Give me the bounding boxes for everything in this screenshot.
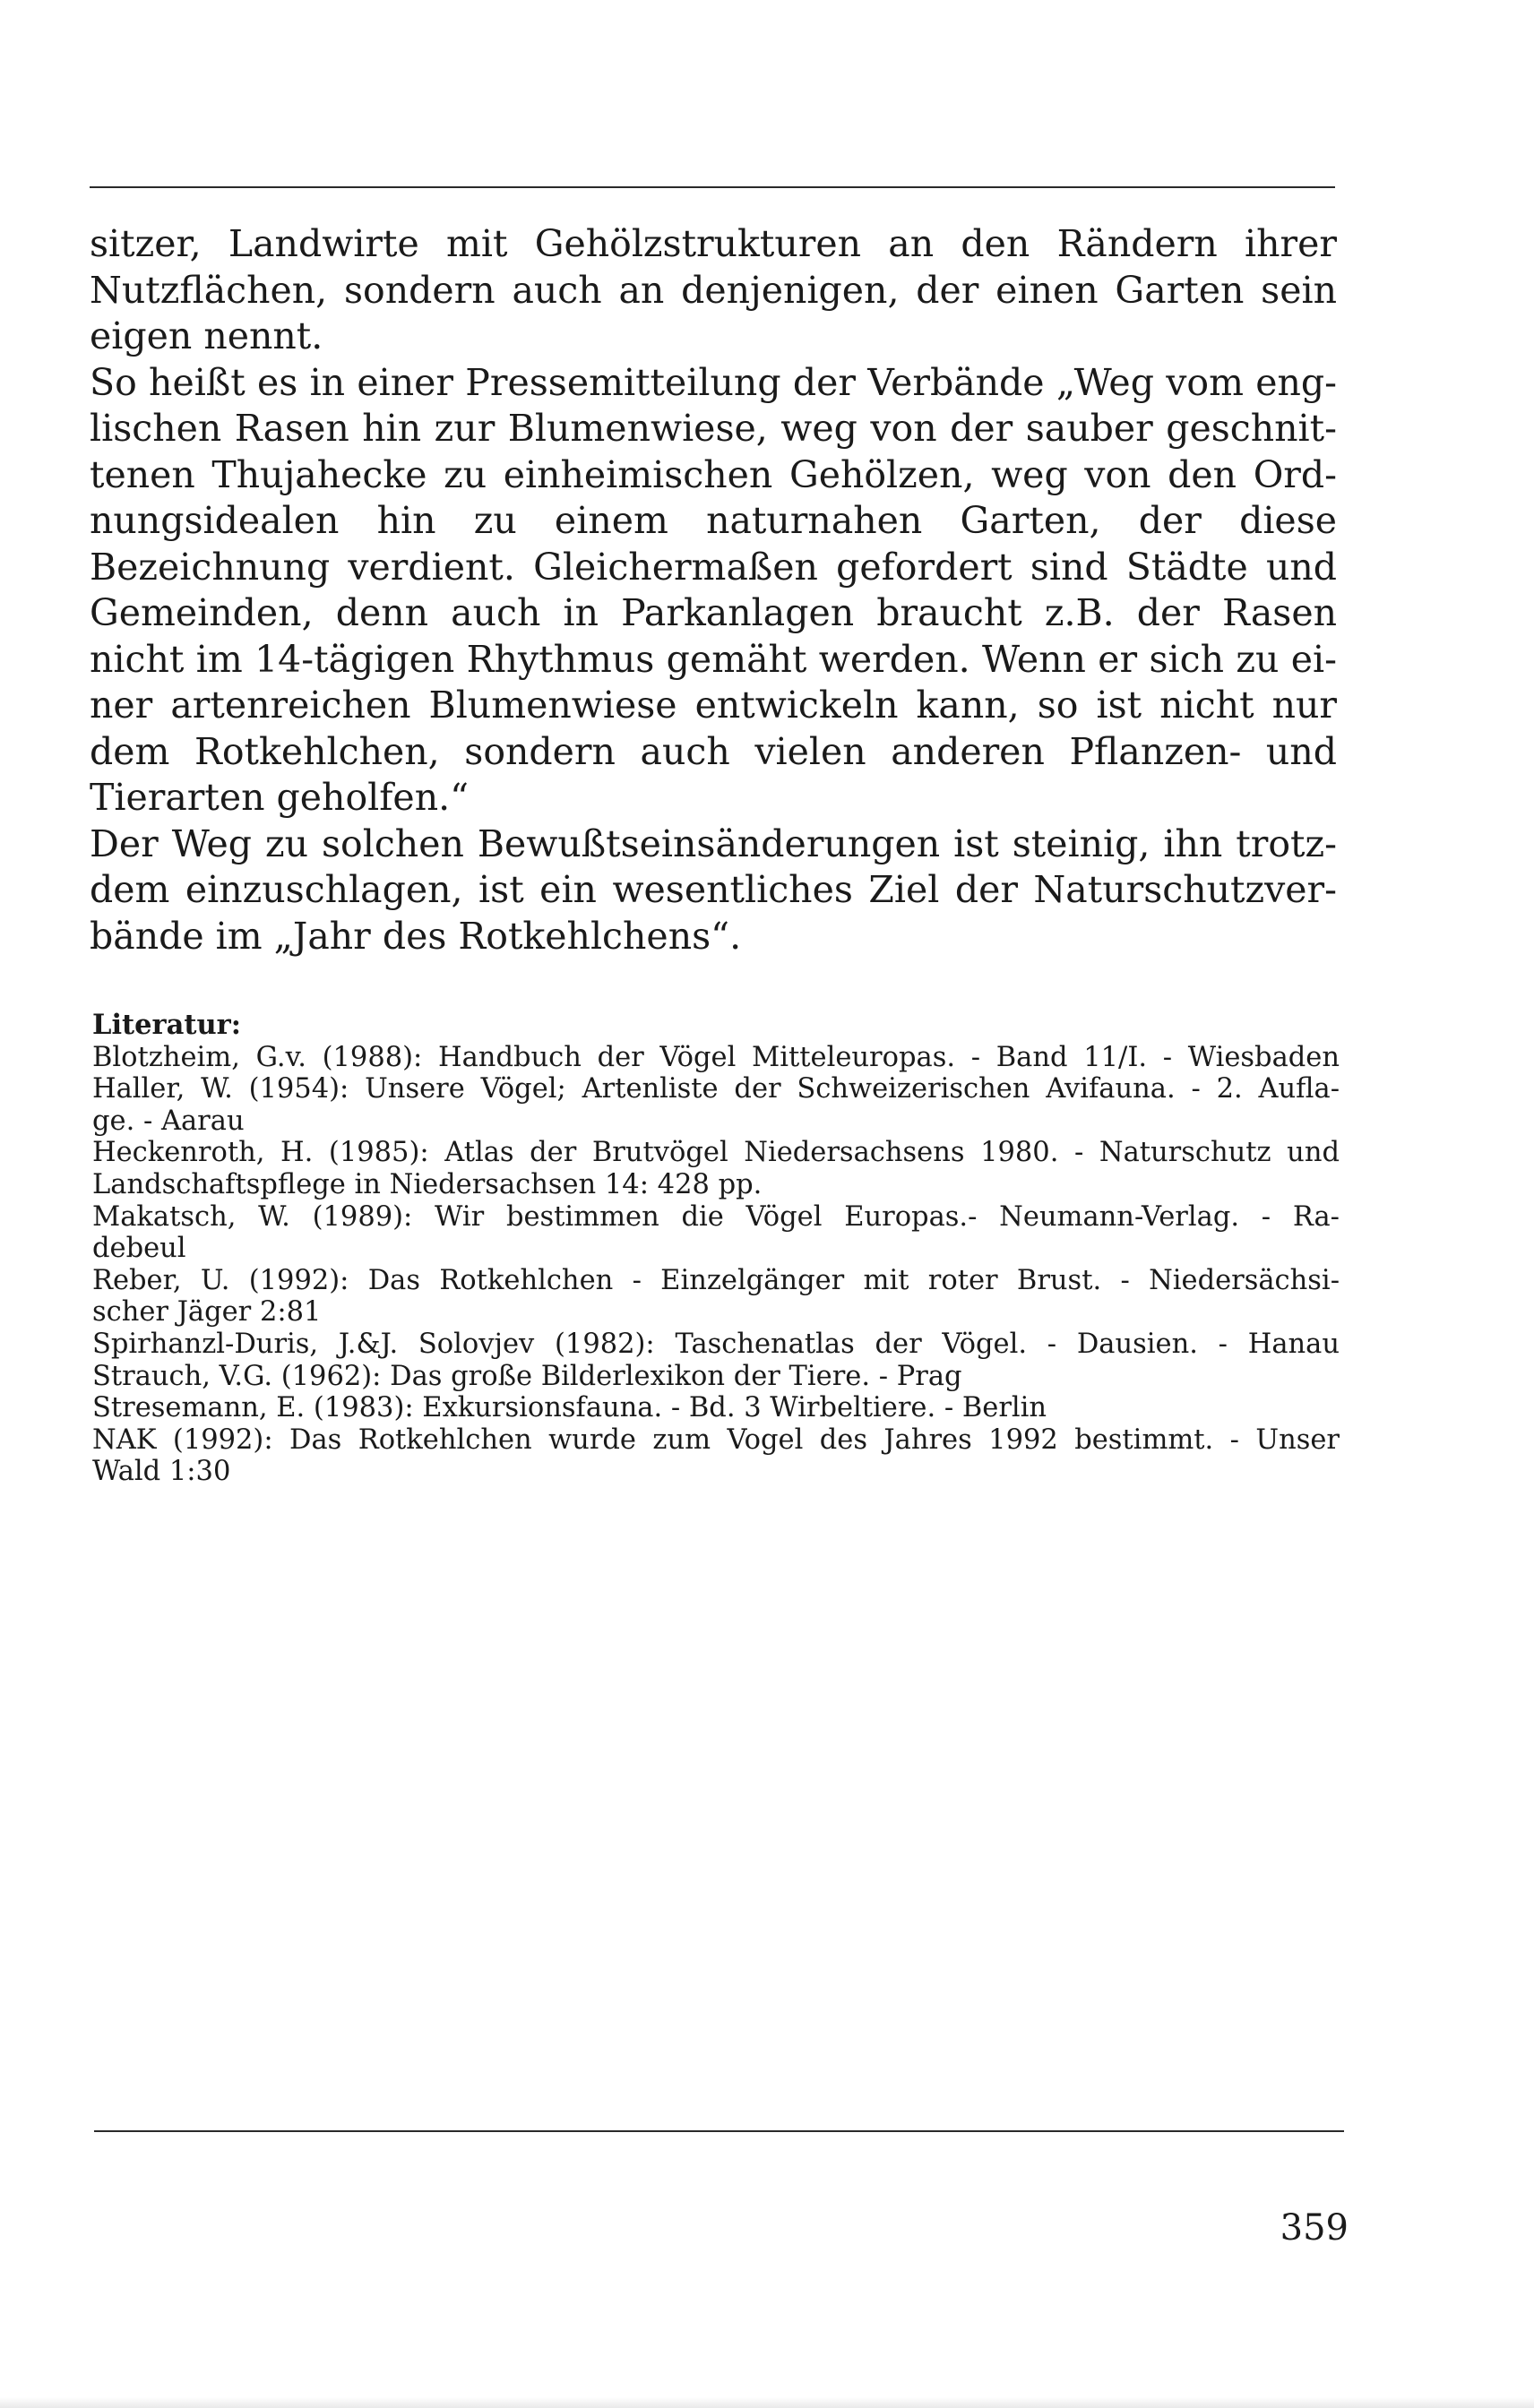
body-line: tenen Thujahecke zu einheimischen Gehölzen, weg von den Ord-: [90, 452, 1337, 496]
reference-line: Haller, W. (1954): Unsere Vögel; Artenliste der Schweizerischen Avifauna. - 2. Aufla-: [92, 1073, 1340, 1105]
reference-line: NAK (1992): Das Rotkehlchen wurde zum Vogel des Jahres 1992 bestimmt. - Unser: [92, 1423, 1340, 1456]
body-line: nicht im 14-tägigen Rhythmus gemäht werden. Wenn er sich zu ei-: [90, 637, 1337, 681]
reference-line: debeul: [92, 1233, 186, 1265]
body-line: Nutzflächen, sondern auch an denjenigen, der einen Garten sein: [90, 268, 1337, 312]
reference-line: Reber, U. (1992): Das Rotkehlchen - Einzelgänger mit roter Brust. - Niedersächsi-: [92, 1264, 1340, 1296]
literature-section: [92, 1010, 1340, 1488]
body-line: nungsidealen hin zu einem naturnahen Garten, der diese: [90, 499, 1337, 542]
scan-edge: [0, 2397, 1534, 2408]
body-line: sitzer, Landwirte mit Gehölzstrukturen an den Rändern ihrer: [90, 222, 1337, 265]
body-line: lischen Rasen hin zur Blumenwiese, weg von der sauber geschnit-: [90, 407, 1337, 450]
body-line: eigen nennt.: [90, 314, 323, 357]
top-rule: [90, 186, 1335, 188]
body-line: Bezeichnung verdient. Gleichermaßen gefordert sind Städte und: [90, 545, 1337, 589]
reference-line: Heckenroth, H. (1985): Atlas der Brutvögel Niedersachsens 1980. - Naturschutz und: [92, 1137, 1340, 1169]
body-line: Gemeinden, denn auch in Parkanlagen braucht z.B. der Rasen: [90, 591, 1337, 634]
reference-line: Landschaftspflege in Niedersachsen 14: 428 pp.: [92, 1168, 763, 1200]
body-line: dem einzuschlagen, ist ein wesentliches Ziel der Naturschutzver-: [90, 868, 1337, 911]
body-line: So heißt es in einer Pressemitteilung der Verbände „Weg vom eng-: [90, 360, 1337, 404]
reference-line: Blotzheim, G.v. (1988): Handbuch der Vögel Mitteleuropas. - Band 11/I. - Wiesbaden: [92, 1041, 1340, 1073]
page-number: 359: [1280, 2207, 1349, 2249]
body-paragraphs: [90, 221, 1337, 959]
reference-line: scher Jäger 2:81: [92, 1296, 322, 1329]
literature-heading: Literatur:: [92, 1009, 241, 1041]
reference-line: Strauch, V.G. (1962): Das große Bilderlexikon der Tiere. - Prag: [92, 1360, 962, 1392]
reference-line: ge. - Aarau: [92, 1105, 245, 1137]
body-line: bände im „Jahr des Rotkehlchens“.: [90, 914, 742, 958]
body-line: dem Rotkehlchen, sondern auch vielen anderen Pflanzen- und: [90, 729, 1337, 773]
body-line: Der Weg zu solchen Bewußtseinsänderungen ist steinig, ihn trotz-: [90, 821, 1337, 865]
reference-line: Stresemann, E. (1983): Exkursionsfauna. - Bd. 3 Wirbeltiere. - Berlin: [92, 1392, 1047, 1424]
bottom-rule: [94, 2130, 1344, 2132]
body-line: Tierarten geholfen.“: [90, 776, 470, 819]
reference-line: Wald 1:30: [92, 1456, 231, 1488]
reference-line: Spirhanzl-Duris, J.&J. Solovjev (1982): Taschenatlas der Vögel. - Dausien. - Hanau: [92, 1328, 1340, 1360]
reference-line: Makatsch, W. (1989): Wir bestimmen die Vögel Europas.- Neumann-Verlag. - Ra-: [92, 1200, 1340, 1233]
body-line: ner artenreichen Blumenwiese entwickeln kann, so ist nicht nur: [90, 684, 1337, 727]
